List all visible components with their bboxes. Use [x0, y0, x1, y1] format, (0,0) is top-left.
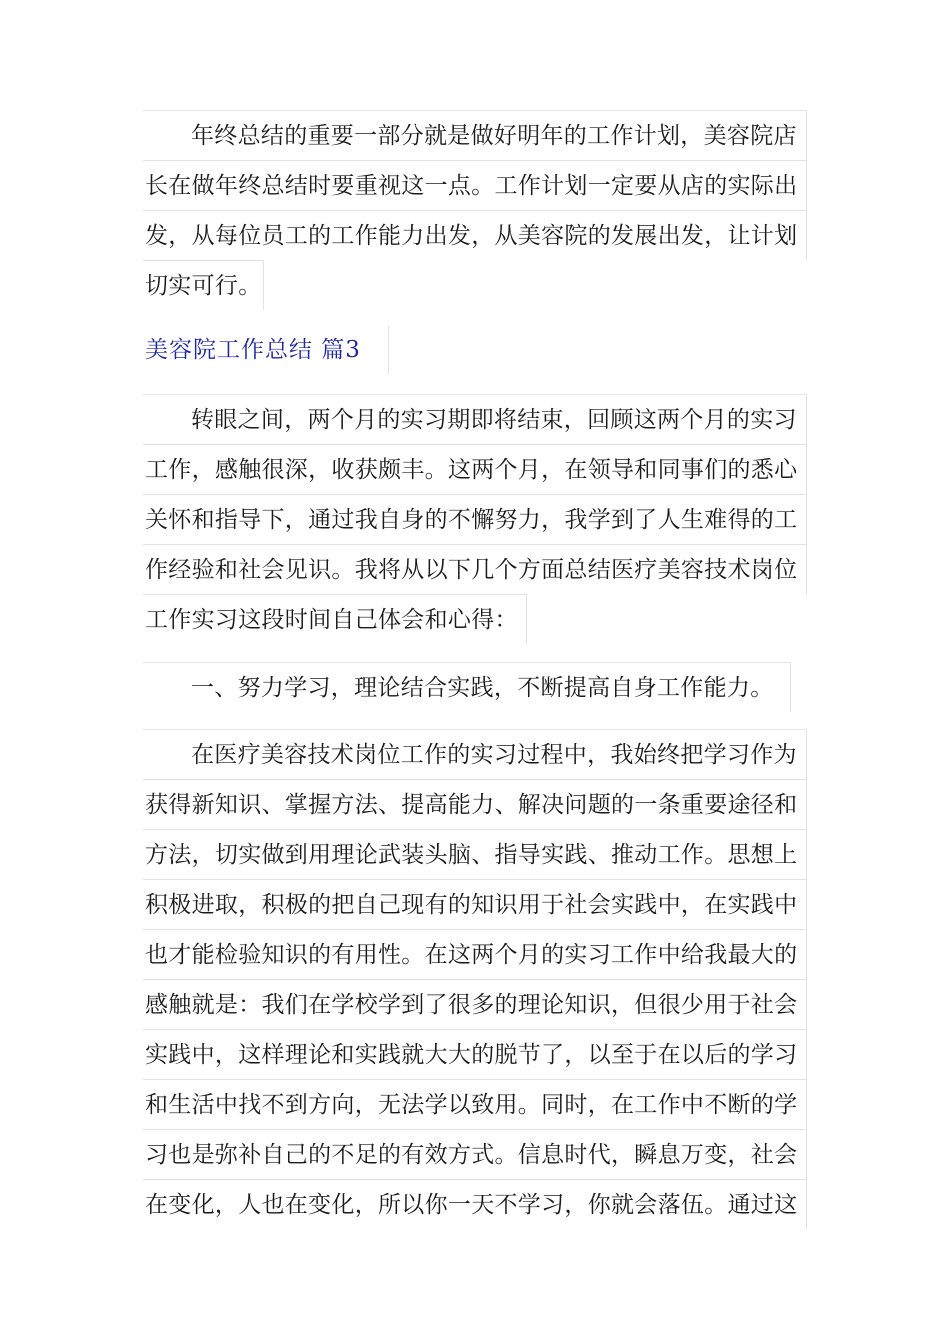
text-line: 和生活中找不到方向，无法学以致用。同时，在工作中不断的学 — [143, 1079, 807, 1129]
text-line: 转眼之间，两个月的实习期即将结束，回顾这两个月的实习 — [143, 394, 807, 444]
text-line: 在变化，人也在变化，所以你一天不学习，你就会落伍。通过这 — [143, 1179, 807, 1229]
text-line: 在医疗美容技术岗位工作的实习过程中，我始终把学习作为 — [143, 729, 807, 779]
text-line: 习也是弥补自己的不足的有效方式。信息时代，瞬息万变，社会 — [143, 1129, 807, 1179]
text-line: 方法，切实做到用理论武装头脑、指导实践、推动工作。思想上 — [143, 829, 807, 879]
text-line: 作经验和社会见识。我将从以下几个方面总结医疗美容技术岗位 — [143, 544, 807, 594]
text-line: 积极进取，积极的把自己现有的知识用于社会实践中，在实践中 — [143, 879, 807, 929]
text-line: 感触就是：我们在学校学到了很多的理论知识，但很少用于社会 — [143, 979, 807, 1029]
text-line: 也才能检验知识的有用性。在这两个月的实习工作中给我最大的 — [143, 929, 807, 979]
text-line: 工作，感触很深，收获颇丰。这两个月，在领导和同事们的悉心 — [143, 444, 807, 494]
text-line: 一、努力学习，理论结合实践，不断提高自身工作能力。 — [143, 662, 791, 712]
text-line: 关怀和指导下，通过我自身的不懈努力，我学到了人生难得的工 — [143, 494, 807, 544]
text-line: 发，从每位员工的工作能力出发，从美容院的发展出发，让计划 — [143, 210, 807, 260]
text-line: 实践中，这样理论和实践就大大的脱节了，以至于在以后的学习 — [143, 1029, 807, 1079]
text-line: 长在做年终总结时要重视这一点。工作计划一定要从店的实际出 — [143, 160, 807, 210]
text-line: 获得新知识、掌握方法、提高能力、解决问题的一条重要途径和 — [143, 779, 807, 829]
section-heading: 美容院工作总结 篇3 — [143, 326, 389, 374]
text-line: 工作实习这段时间自己体会和心得： — [143, 594, 527, 644]
text-line: 切实可行。 — [143, 260, 264, 310]
text-line: 年终总结的重要一部分就是做好明年的工作计划，美容院店 — [143, 110, 807, 160]
